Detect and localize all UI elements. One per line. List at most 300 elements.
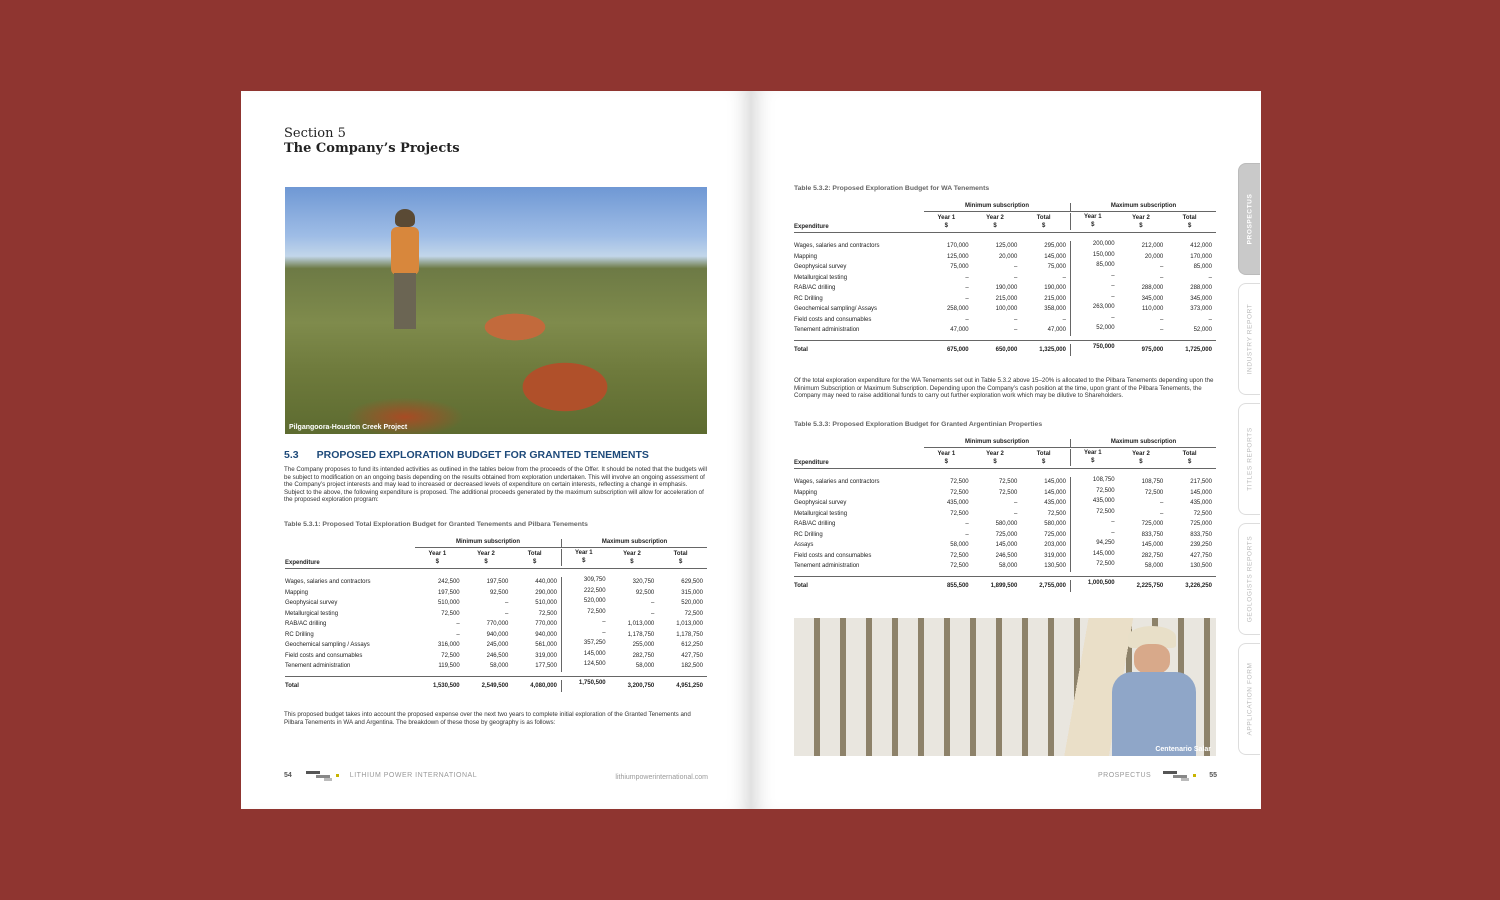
- row-value: 197,500: [437, 589, 460, 596]
- row-value: 435,000: [1070, 498, 1119, 509]
- table-gap: [285, 569, 707, 577]
- row-value: 320,750: [632, 579, 655, 586]
- row-value: 72,500: [950, 552, 969, 559]
- row-value: 145,000: [1070, 551, 1119, 562]
- column-header-unit: $: [582, 558, 586, 564]
- column-header-unit: $: [1041, 459, 1046, 465]
- row-value: 72,500: [441, 610, 460, 617]
- column-header-3: [1021, 214, 1070, 230]
- row-value: 72,500: [950, 563, 969, 570]
- section-heading: [284, 449, 649, 461]
- column-header-2: [973, 450, 1022, 466]
- column-header-4: [1070, 449, 1119, 466]
- row-value: 319,000: [535, 652, 557, 659]
- project-photo: [285, 187, 707, 434]
- row-value: 217,500: [1190, 479, 1212, 486]
- row-label: Tenement administration: [794, 563, 860, 570]
- row-value: 72,500: [561, 609, 610, 620]
- row-value: 52,000: [1070, 325, 1119, 336]
- column-header-2: [973, 214, 1022, 230]
- row-value: –: [456, 621, 460, 628]
- row-value: –: [1070, 283, 1119, 294]
- row-value: 1,013,000: [676, 621, 703, 628]
- right-footer: [1098, 769, 1217, 781]
- row-value: 20,000: [1144, 253, 1164, 260]
- row-value: –: [561, 619, 610, 630]
- row-value: 435,000: [1190, 500, 1212, 507]
- row-value: –: [1070, 530, 1119, 541]
- row-value: –: [1159, 316, 1164, 323]
- row-value: 145,000: [1141, 542, 1164, 549]
- max-subscription-header: Maximum subscription: [561, 539, 707, 548]
- column-header-unit: $: [944, 459, 948, 465]
- row-label: RAB/AC drilling: [794, 521, 836, 528]
- row-value: 215,000: [1044, 295, 1066, 302]
- column-header-unit: $: [532, 559, 537, 565]
- right-page: [751, 91, 1261, 809]
- left-footer: [284, 769, 477, 781]
- table-row: [794, 561, 1216, 572]
- row-value: –: [1070, 273, 1119, 284]
- total-value: 650,000: [995, 346, 1018, 353]
- total-value: 2,755,000: [1039, 582, 1066, 589]
- column-header-name: Year 1: [937, 215, 956, 221]
- row-value: –: [650, 600, 655, 607]
- total-value: 2,549,500: [481, 682, 509, 689]
- row-value: 770,000: [535, 621, 557, 628]
- total-value: 1,899,500: [990, 582, 1018, 589]
- column-header-name: Year 1: [574, 550, 593, 556]
- row-label: Geophysical survey: [794, 500, 847, 507]
- table-row: [794, 273, 1216, 284]
- column-header-unit: $: [1187, 459, 1192, 465]
- section-label: Section 5: [284, 126, 346, 141]
- budget-table-total: [285, 537, 707, 692]
- column-header-name: Year 2: [477, 551, 495, 557]
- table-row: [285, 609, 707, 620]
- row-value: 145,000: [1044, 479, 1066, 486]
- section-title: The Company’s Projects: [284, 141, 460, 156]
- total-value: 855,500: [946, 582, 969, 589]
- brand-logo-icon: [1163, 769, 1195, 781]
- total-value: 2,225,750: [1136, 582, 1164, 589]
- column-header-unit: $: [678, 559, 683, 565]
- row-value: 47,000: [950, 327, 969, 334]
- row-value: 520,000: [681, 600, 703, 607]
- row-value: 725,000: [995, 531, 1018, 538]
- column-header-unit: $: [993, 459, 997, 465]
- row-value: 725,000: [1190, 521, 1212, 528]
- row-value: 580,000: [995, 521, 1018, 528]
- row-value: 612,250: [681, 642, 703, 649]
- table-row: [794, 325, 1216, 336]
- max-subscription-header: Maximum subscription: [1070, 439, 1216, 448]
- total-value: 3,226,250: [1185, 582, 1212, 589]
- column-header-6: [1167, 450, 1216, 466]
- row-label: Assays: [794, 542, 814, 549]
- row-value: 345,000: [1141, 295, 1164, 302]
- column-header-6: [658, 550, 707, 566]
- table-row: [794, 488, 1216, 499]
- max-subscription-header: Maximum subscription: [1070, 203, 1216, 212]
- core-sample-photo: [794, 618, 1216, 756]
- heading-number: 5.3: [284, 449, 299, 461]
- column-header-6: [1167, 214, 1216, 230]
- total-value: 4,951,250: [676, 682, 703, 689]
- column-header-name: Total: [673, 551, 688, 557]
- total-value: 675,000: [946, 346, 969, 353]
- column-header-5: [1119, 450, 1168, 466]
- row-value: 242,500: [437, 579, 460, 586]
- table-row: [794, 294, 1216, 305]
- min-subscription-header: Minimum subscription: [924, 439, 1070, 448]
- row-label: Wages, salaries and contractors: [794, 479, 880, 486]
- column-header-unit: $: [1091, 458, 1095, 464]
- row-value: 510,000: [437, 600, 460, 607]
- row-value: 92,500: [489, 589, 509, 596]
- table-group-header: [794, 201, 1216, 213]
- row-value: 58,000: [998, 563, 1018, 570]
- row-label: Tenement administration: [285, 663, 351, 670]
- row-value: 72,500: [998, 479, 1018, 486]
- table-row: [794, 509, 1216, 520]
- table-row: [794, 551, 1216, 562]
- column-header-1: [924, 214, 973, 230]
- row-value: 833,750: [1190, 531, 1212, 538]
- row-value: –: [1013, 316, 1018, 323]
- row-value: –: [965, 274, 969, 281]
- row-value: 239,250: [1190, 542, 1212, 549]
- page-number-left: 54: [284, 771, 292, 779]
- row-value: 125,000: [946, 253, 969, 260]
- expenditure-header: Expenditure: [285, 560, 320, 566]
- row-label: Geophysical survey: [794, 264, 847, 271]
- table-row: [285, 577, 707, 588]
- row-label: RAB/AC drilling: [285, 621, 327, 628]
- row-value: 182,500: [681, 663, 703, 670]
- row-value: 72,500: [950, 479, 969, 486]
- row-value: 72,500: [1070, 509, 1119, 520]
- row-value: 190,000: [1044, 285, 1066, 292]
- row-value: –: [965, 295, 969, 302]
- row-value: 770,000: [486, 621, 509, 628]
- column-header-unit: $: [630, 559, 634, 565]
- row-value: 203,000: [1044, 542, 1066, 549]
- row-label: Mapping: [285, 589, 309, 596]
- column-header-name: Year 1: [937, 451, 956, 457]
- row-value: –: [1070, 294, 1119, 305]
- row-value: 72,500: [1144, 489, 1164, 496]
- row-value: 47,000: [1047, 327, 1066, 334]
- row-label: Mapping: [794, 253, 818, 260]
- row-value: 20,000: [998, 253, 1018, 260]
- total-value: 4,080,000: [530, 682, 557, 689]
- table-row: [794, 283, 1216, 294]
- column-header-4: [561, 549, 610, 566]
- row-value: –: [1013, 327, 1018, 334]
- row-value: –: [1159, 264, 1164, 271]
- row-value: 197,500: [486, 579, 509, 586]
- budget-table-wa: [794, 201, 1216, 356]
- row-value: 1,013,000: [627, 621, 655, 628]
- row-value: –: [1208, 316, 1212, 323]
- photo-caption: Centenario Salar: [1155, 746, 1211, 753]
- tab-application-form[interactable]: APPLICATION FORM: [1238, 643, 1260, 755]
- total-value: 1,325,000: [1039, 346, 1066, 353]
- total-value: 1,750,500: [561, 680, 610, 692]
- row-value: 290,000: [535, 589, 557, 596]
- row-value: 1,178,750: [627, 631, 655, 638]
- table-1-title: Table 5.3.1: Proposed Total Exploration Budget for Granted Tenements and Pilbara Tenements: [284, 521, 588, 528]
- row-value: 629,500: [681, 579, 703, 586]
- table-row: [285, 630, 707, 641]
- table-row: [794, 477, 1216, 488]
- row-value: –: [965, 521, 969, 528]
- row-value: 427,750: [681, 652, 703, 659]
- row-value: 258,000: [946, 306, 969, 313]
- row-value: –: [456, 631, 460, 638]
- row-value: 940,000: [486, 631, 509, 638]
- table-row: [794, 304, 1216, 315]
- tab-prospectus[interactable]: PROSPECTUS: [1238, 163, 1260, 275]
- column-header-5: [610, 550, 659, 566]
- row-value: 119,500: [438, 663, 460, 670]
- expenditure-header: Expenditure: [794, 224, 829, 230]
- column-header-name: Year 2: [1132, 451, 1150, 457]
- row-value: 58,000: [635, 663, 655, 670]
- row-value: 345,000: [1190, 295, 1212, 302]
- row-value: 263,000: [1070, 304, 1119, 315]
- table-row: [285, 619, 707, 630]
- row-value: 412,000: [1190, 243, 1212, 250]
- table-total-row: [285, 676, 707, 692]
- row-value: 58,000: [950, 542, 969, 549]
- column-header-unit: $: [1139, 459, 1143, 465]
- row-label: RC Drilling: [285, 631, 314, 638]
- row-value: 108,750: [1141, 479, 1164, 486]
- table-row: [285, 598, 707, 609]
- row-value: 580,000: [1044, 521, 1066, 528]
- table-group-header: [285, 537, 707, 549]
- row-value: –: [1159, 500, 1164, 507]
- row-value: –: [1159, 327, 1164, 334]
- row-value: 72,500: [950, 489, 969, 496]
- table-3-title: Table 5.3.3: Proposed Exploration Budget for Granted Argentinian Properties: [794, 421, 1043, 428]
- column-header-2: [464, 550, 513, 566]
- row-value: 520,000: [561, 598, 610, 609]
- tab-industry-report[interactable]: INDUSTRY REPORT: [1238, 283, 1260, 395]
- table-column-header: [794, 213, 1216, 233]
- row-label: Field costs and consumables: [794, 316, 872, 323]
- row-value: –: [1159, 510, 1164, 517]
- row-value: 288,000: [1190, 285, 1212, 292]
- column-header-name: Total: [1182, 215, 1197, 221]
- row-value: 100,000: [995, 306, 1018, 313]
- column-header-4: [1070, 213, 1119, 230]
- row-value: 561,000: [535, 642, 557, 649]
- row-value: 85,000: [1070, 262, 1119, 273]
- column-header-name: Total: [1182, 451, 1197, 457]
- column-header-name: Year 2: [986, 215, 1004, 221]
- row-value: 110,000: [1142, 306, 1164, 313]
- row-value: 212,000: [1141, 243, 1164, 250]
- row-value: –: [1070, 519, 1119, 530]
- row-value: 75,000: [950, 264, 969, 271]
- row-value: 85,000: [1193, 264, 1212, 271]
- table-row: [794, 252, 1216, 263]
- column-header-name: Total: [527, 551, 542, 557]
- column-header-unit: $: [1139, 223, 1143, 229]
- heading-text: PROPOSED EXPLORATION BUDGET FOR GRANTED TENEMENTS: [316, 449, 649, 461]
- row-label: Field costs and consumables: [285, 652, 363, 659]
- row-value: –: [965, 285, 969, 292]
- row-label: Geochemical sampling / Assays: [285, 642, 370, 649]
- column-header-3: [1021, 450, 1070, 466]
- table-total-row: [794, 340, 1216, 356]
- row-value: 295,000: [1044, 243, 1066, 250]
- row-value: 1,178,750: [676, 631, 703, 638]
- page-number-right: 55: [1209, 771, 1217, 779]
- column-header-3: [512, 550, 561, 566]
- row-value: 245,000: [486, 642, 509, 649]
- column-header-1: [924, 450, 973, 466]
- row-value: –: [1062, 316, 1066, 323]
- row-label: Mapping: [794, 489, 818, 496]
- row-value: 72,500: [1047, 510, 1066, 517]
- row-label: Geophysical survey: [285, 600, 338, 607]
- row-value: –: [1062, 274, 1066, 281]
- brand-name: LITHIUM POWER INTERNATIONAL: [349, 771, 478, 779]
- row-value: 145,000: [1190, 489, 1212, 496]
- row-value: –: [1013, 510, 1018, 517]
- row-value: 358,000: [1044, 306, 1066, 313]
- row-value: 177,500: [535, 663, 557, 670]
- table-row: [794, 262, 1216, 273]
- row-value: 58,000: [489, 663, 509, 670]
- row-value: 725,000: [1141, 521, 1164, 528]
- budget-table-argentina: [794, 437, 1216, 592]
- row-value: 145,000: [1044, 253, 1066, 260]
- row-label: Metallurgical testing: [794, 274, 848, 281]
- row-value: 940,000: [535, 631, 557, 638]
- row-value: 833,750: [1141, 531, 1164, 538]
- column-header-name: Year 1: [1083, 214, 1102, 220]
- row-value: 72,500: [538, 610, 557, 617]
- table-gap: [794, 469, 1216, 477]
- column-header-name: Year 2: [623, 551, 641, 557]
- row-value: 72,500: [684, 610, 703, 617]
- table-gap: [794, 233, 1216, 241]
- row-value: 246,500: [486, 652, 509, 659]
- tab-titles-reports[interactable]: TITLES REPORTS: [1238, 403, 1260, 515]
- column-header-unit: $: [1187, 223, 1192, 229]
- row-value: –: [504, 600, 509, 607]
- row-value: 435,000: [946, 500, 969, 507]
- row-value: 124,500: [561, 661, 610, 672]
- row-value: 130,500: [1044, 563, 1066, 570]
- after-table-paragraph: This proposed budget takes into account the proposed expense over the next two years to complete initial exploration of the Granted Tenements and Pilbara Tenements in WA and Argentina. The breakdown of these those by geography is as follows:: [284, 711, 691, 726]
- column-header-1: [415, 550, 464, 566]
- column-header-unit: $: [1041, 223, 1046, 229]
- table-row: [794, 241, 1216, 252]
- row-value: 145,000: [995, 542, 1018, 549]
- table-total-row: [794, 576, 1216, 592]
- row-value: 72,500: [1193, 510, 1212, 517]
- row-value: 215,000: [995, 295, 1018, 302]
- row-value: 309,750: [561, 577, 610, 588]
- row-value: 282,750: [632, 652, 655, 659]
- column-header-name: Total: [1036, 451, 1051, 457]
- row-value: –: [1013, 500, 1018, 507]
- row-label: RC Drilling: [794, 531, 823, 538]
- row-value: 72,500: [1070, 561, 1119, 572]
- photo-caption: Pilgangoora-Houston Creek Project: [289, 424, 408, 431]
- row-label: Wages, salaries and contractors: [285, 579, 371, 586]
- brand-logo-icon: [306, 769, 338, 781]
- total-label: Total: [794, 346, 808, 353]
- min-subscription-header: Minimum subscription: [415, 539, 561, 548]
- column-header-name: Total: [1036, 215, 1051, 221]
- row-value: 92,500: [635, 589, 655, 596]
- row-value: 170,000: [946, 243, 969, 250]
- row-value: 72,500: [950, 510, 969, 517]
- total-label: Total: [794, 582, 808, 589]
- row-value: –: [561, 630, 610, 641]
- row-label: Field costs and consumables: [794, 552, 872, 559]
- row-label: Wages, salaries and contractors: [794, 243, 880, 250]
- row-value: 145,000: [561, 651, 610, 662]
- column-header-unit: $: [993, 223, 997, 229]
- row-value: –: [965, 316, 969, 323]
- column-header-name: Year 2: [986, 451, 1004, 457]
- table-column-header: [285, 549, 707, 569]
- table-row: [794, 519, 1216, 530]
- row-value: –: [504, 610, 509, 617]
- row-value: 72,500: [441, 652, 460, 659]
- website-url[interactable]: lithiumpowerinternational.com: [615, 774, 708, 781]
- row-value: 72,500: [1070, 488, 1119, 499]
- table-2-title: Table 5.3.2: Proposed Exploration Budget for WA Tenements: [794, 185, 990, 192]
- row-value: 200,000: [1070, 241, 1119, 252]
- row-value: 58,000: [1144, 563, 1164, 570]
- total-label: Total: [285, 682, 299, 689]
- row-value: –: [1159, 274, 1164, 281]
- total-value: 750,000: [1070, 344, 1119, 356]
- row-label: Geochemical sampling/ Assays: [794, 306, 878, 313]
- expenditure-header: Expenditure: [794, 460, 829, 466]
- row-value: 725,000: [1044, 531, 1066, 538]
- total-value: 1,530,500: [432, 682, 460, 689]
- row-value: 427,750: [1190, 552, 1212, 559]
- table-row: [794, 530, 1216, 541]
- row-value: 510,000: [535, 600, 557, 607]
- row-value: –: [965, 531, 969, 538]
- total-value: 3,200,750: [627, 682, 655, 689]
- row-value: 75,000: [1047, 264, 1066, 271]
- row-value: 222,500: [561, 588, 610, 599]
- row-label: Metallurgical testing: [794, 510, 848, 517]
- row-label: RAB/AC drilling: [794, 285, 836, 292]
- footer-label: PROSPECTUS: [1097, 771, 1152, 779]
- row-value: 246,500: [995, 552, 1018, 559]
- min-subscription-header: Minimum subscription: [924, 203, 1070, 212]
- row-value: 315,000: [681, 589, 703, 596]
- row-value: 440,000: [535, 579, 557, 586]
- column-header-name: Year 1: [1083, 450, 1102, 456]
- tab-geologists-reports[interactable]: GEOLOGISTS REPORTS: [1238, 523, 1260, 635]
- row-value: 435,000: [1044, 500, 1066, 507]
- row-value: 357,250: [561, 640, 610, 651]
